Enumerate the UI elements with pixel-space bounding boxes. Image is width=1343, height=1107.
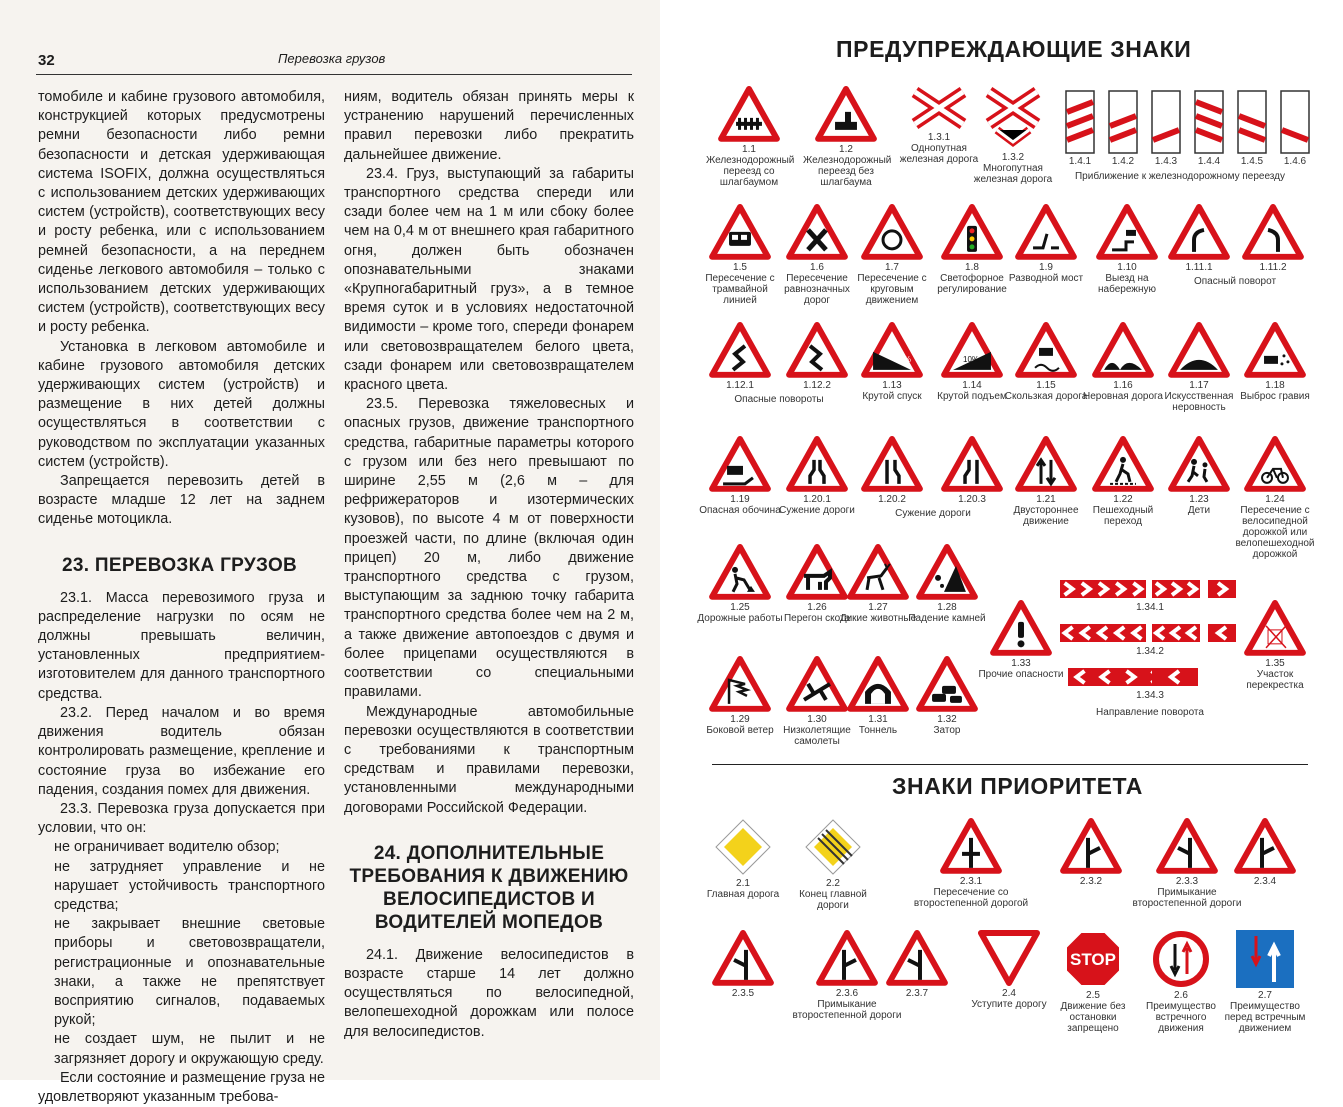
sign-name: Сужение дороги [779,504,855,516]
sign-code: 1.26 [807,601,827,613]
two-way-icon [1003,436,1089,492]
warning-sign-1-4-2 [1103,90,1143,167]
sign-name: Крутой спуск [862,390,922,402]
priority-over-icon [1222,930,1308,988]
chevron-icon [1068,668,1118,691]
sign-name: Железнодорожный переезд без шлагбаума [803,154,892,188]
sign-code: 1.5 [733,261,747,273]
section-heading: 24. ДОПОЛНИТЕЛЬНЫЕ ТРЕБОВАНИЯ К ДВИЖЕНИЮ ВЕЛОСИПЕДИСТОВ И ВОДИТЕЛЕЙ МОПЕДОВ [349,842,629,933]
priority-sign-2-6 [1138,930,1224,1034]
sign-code: 1.20.3 [958,493,986,505]
sign-code: 2.3.5 [731,987,755,999]
warning-sign-1-16 [1080,322,1166,402]
chevron-icon [1208,580,1236,603]
sign-code: 1.10 [1117,261,1137,273]
roadworks-icon [697,544,783,600]
sign-name: Преимущество перед встречным движением [1224,1001,1306,1034]
sign-code: 1.4.4 [1197,156,1221,167]
warning-sign-1-4-3 [1146,90,1186,167]
sign-code: 1.12.1 [726,379,754,391]
paragraph: Международные автомобильные перевозки осуществляются в соответствии с требованиями к транспортным средствам и правилами перевозки, установленными международными договорами Российской Федерации. [344,703,634,816]
warning-sign-1-18 [1232,322,1318,402]
sign-code: 1.4.5 [1240,156,1264,167]
sign-name: Пересечение со второстепенной дорогой [913,886,1029,909]
curves-caption: Опасный поворот [1193,276,1277,287]
sign-name: Затор [933,724,961,736]
minor-right2-icon [1222,818,1308,874]
warning-sign-1-35 [1232,600,1318,691]
sign-code: 1.24 [1265,493,1285,505]
warning-sign-1-19 [697,436,783,516]
sign-name: Уступите дорогу [971,999,1047,1010]
warning-sign-1-4-4 [1189,90,1229,167]
sign-code: 2.1 [736,878,750,889]
sign-name: Главная дорога [706,889,780,900]
shoulder-icon [697,436,783,492]
sign-name: Опасная обочина [699,504,781,516]
sign-code: 2.6 [1174,990,1188,1001]
bumpy-icon [1080,322,1166,378]
narrow-both-icon [774,436,860,492]
chevron-icon [1060,580,1146,603]
svg-text:STOP: STOP [1070,950,1116,969]
priority-signs-title: ЗНАКИ ПРИОРИТЕТА [892,773,1143,799]
page-number: 32 [38,52,55,69]
sign-code: 1.28 [937,601,957,613]
paragraph: ниям, водитель обязан принять меры к устранению нарушений перечисленных правил перевозки либо прекратить дальнейшее движение. [344,89,634,163]
curve-left-icon [1230,204,1316,260]
sign-name: Пешеходный переход [1092,504,1154,527]
paragraph: Запрещается перевозить детей в возрасте младше 12 лет на заднем сиденье мотоцикла. [38,473,325,528]
children-icon [1156,436,1242,492]
sign-name: Движение без остановки запрещено [1060,1001,1126,1034]
sign-name: Крутой подъем [937,390,1007,402]
sign-name: Выброс гравия [1240,390,1310,402]
sign-code: 2.7 [1258,990,1272,1001]
warning-sign-1-20-2 [849,436,935,505]
sign-code: 1.9 [1039,261,1053,273]
sign-name: Пересечение равнозначных дорог [784,272,850,306]
paragraph: не создает шум, не пылит и не загрязняет дорогу и окружающую среду. [54,1031,325,1067]
sign-name: Конец главной дороги [799,889,867,911]
priority-sign-2-3-7 [874,930,960,999]
sign-code: 1.16 [1113,379,1133,391]
paragraph: 23.4. Груз, выступающий за габариты транспортного средства спереди или сзади более чем на 1 м или сбоку более чем на 0,4 м от внешнего края габаритного огня, должен быть обозначен опознавательными знаками «Крупногабаритный груз», а в темное время суток и в условиях недостаточной видимости – кроме того, спереди фонарем или световозвращателем белого цвета, сзади фонарем или световозвращателем красного цвета. [344,165,634,394]
tram-icon [697,204,783,260]
text-column-1 [38,88,325,1107]
sign-name: Прочие опасности [978,668,1064,680]
bicycle-icon [1232,436,1318,492]
x-icon [774,204,860,260]
sign-code: 2.3.3 [1175,875,1199,887]
warning-sign-1-25 [697,544,783,624]
sign-code: 1.4.3 [1154,156,1178,167]
gravel-icon [1232,322,1318,378]
double-curve-left-icon [774,322,860,378]
sign-code: 1.22 [1113,493,1133,505]
oncoming-priority-icon [1138,930,1224,988]
sign-name: Дети [1187,504,1211,516]
minor-left3-icon [874,930,960,986]
sign-code: 1.23 [1189,493,1209,505]
sign-name: Скользкая дорога [1004,390,1088,402]
pedestrian-icon [1080,436,1166,492]
priority-sign-2-3-4 [1222,818,1308,887]
chevron-icon [1060,624,1146,647]
sign-code: 1.27 [868,601,888,613]
sign-code: 2.3.7 [905,987,929,999]
sign-code: 1.25 [730,601,750,613]
direction-sign-code: 1.34.3 [1136,690,1164,701]
sign-code: 1.19 [730,493,750,505]
sign-name: Однопутная железная дорога [899,143,979,165]
chevron-icon [1152,624,1200,647]
warning-sign-1-12-2 [774,322,860,391]
junction-area-icon [1232,600,1318,656]
warning-sign-1-12-1 [697,322,783,391]
paragraph: Установка в легковом автомобиле и кабине грузового автомобиля детских удерживающих систем (устройств) и размещение в них детей должны осуществляться в соответствии с руководством по эксплуатации указанных систем (устройств). [38,338,325,470]
sign-code: 1.4.2 [1111,156,1135,167]
sign-code: 1.13 [882,379,902,391]
minor-left2-icon [700,930,786,986]
sign-name: Светофорное регулирование [937,272,1007,295]
sign-name: Двустороннее движение [1013,504,1079,527]
descent-icon [849,322,935,378]
narrowing-caption: Сужение дороги [895,508,971,519]
sign-code: 1.11.1 [1185,261,1213,273]
sign-code: 1.12.2 [803,379,831,391]
sign-code: 2.2 [826,878,840,889]
sign-code: 2.3.1 [959,875,983,887]
sign-name: Железнодорожный переезд со шлагбаумом [706,154,795,188]
chevron-icon [1152,580,1200,603]
sign-code: 1.11.2 [1259,261,1287,273]
sign-name: Выезд на набережную [1098,272,1156,295]
direction-sign-code: 1.34.2 [1136,646,1164,657]
sign-code: 1.21 [1036,493,1056,505]
warning-sign-1-20-1 [774,436,860,516]
sign-code: 1.8 [965,261,979,273]
warning-sign-1-5 [697,204,783,306]
svg-text:12%: 12% [894,354,911,364]
sign-code: 1.15 [1036,379,1056,391]
sign-name: Пересечение с велосипедной дорожкой или велопешеходной дорожкой [1235,504,1315,560]
warning-sign-1-6 [774,204,860,306]
sign-code: 1.20.1 [803,493,831,505]
bridge-icon [1003,204,1089,260]
slippery-icon [1003,322,1089,378]
warning-sign-1-4-5 [1232,90,1272,167]
paragraph: 23.5. Перевозка тяжеловесных и опасных грузов, движение транспортного средства, габаритные параметры которого с грузом или без него превышают по ширине 2,55 м (2,6 м – для рефрижераторов и изотермических кузовов), по высоте 4 м от поверхности проезжей части, по длине (включая один прицеп) 20 м, либо движение транспортного средства с грузом, выступающим за заднюю точку габарита транспортного средства более чем на 2 м, а также движение автопоездов с двумя и более прицепами осуществляются в соответствии со специальными правилами. [344,396,634,701]
priority-sign-2-1 [700,818,786,900]
sign-code: 2.4 [1002,988,1016,999]
warning-sign-1-4-6 [1275,90,1315,167]
sign-name: Многопутная железная дорога [973,163,1053,185]
rail-post-icon [1232,90,1272,154]
priority-sign-2-7 [1222,930,1308,1034]
sign-name: Тоннель [858,724,898,736]
rail-post-icon [1060,90,1100,154]
warning-sign-1-7 [849,204,935,306]
sign-code: 1.4.1 [1068,156,1092,167]
stop-icon [1050,930,1136,988]
sign-name: Низколетящие самолеты [783,724,851,747]
priority-sign-2-2 [790,818,876,911]
exclamation-icon [978,600,1064,656]
section-heading: 23. ПЕРЕВОЗКА ГРУЗОВ [62,554,298,576]
sign-code: 1.33 [1011,657,1031,669]
sign-name: Падение камней [908,612,986,624]
warning-sign-1-13 [849,322,935,402]
warning-sign-1-33 [978,600,1064,680]
priority-sign-2-5 [1050,930,1136,1034]
left-page [0,0,660,1105]
double-curves-caption: Опасные повороты [734,394,824,405]
sign-name: Дорожные работы [697,612,783,624]
sign-code: 1.2 [839,143,853,155]
warning-sign-1-21 [1003,436,1089,527]
sign-name: Перегон скота [783,612,851,624]
header-rule [36,74,632,75]
warning-signs-title: ПРЕДУПРЕЖДАЮЩИЕ ЗНАКИ [836,36,1192,62]
rail-post-icon [1275,90,1315,154]
sign-name: Примыкание второстепенной дороги [1132,886,1242,909]
warning-sign-1-15 [1003,322,1089,402]
sign-code: 2.3.6 [835,987,859,999]
svg-text:10%: 10% [963,354,979,364]
paragraph: не ограничивает водителю обзор; [54,839,280,856]
sign-code: 1.14 [962,379,982,391]
section-divider [712,764,1308,765]
warning-sign-1-22 [1080,436,1166,527]
sign-name: Пересечение с круговым движением [857,272,927,306]
sign-name: Примыкание второстепенной дороги [792,998,902,1021]
sign-code: 1.3.2 [1001,152,1025,163]
sign-code: 2.3.2 [1079,875,1103,887]
sign-code: 1.35 [1265,657,1285,669]
sign-name: Неровная дорога [1082,390,1163,402]
paragraph: 23.3. Перевозка груза допускается при условии, что он: [38,800,325,837]
yield-icon [966,930,1052,986]
paragraph: не закрывает внешние световые приборы и световозвращатели, регистрационные и опознавательные знаки, а также не препятствует восприятию сигналов, подаваемых рукой; [54,916,325,1029]
priority-sign-2-3-1 [906,818,1036,909]
chevron-icon [1152,668,1198,691]
sign-code: 1.32 [937,713,957,725]
warning-sign-1-4-1 [1060,90,1100,167]
paragraph: томобиле и кабине грузового автомобиля, конструкцией которых предусмотрены ремни безопасности либо ремни безопасности и детская удерживающая система ISOFIX, должна осуществляться с использованием детских удерживающих систем (устройств), соответствующих весу и росту ребенка, или с использованием ремней безопасности, а на переднем сиденье легкового автомобиля – только с использованием детских удерживающих систем (устройств), соответствующих весу и росту ребенка. [38,89,325,336]
sign-code: 1.17 [1189,379,1209,391]
warning-sign-1-24 [1232,436,1318,560]
rail-posts-caption: Приближение к железнодорожному переезду [1074,171,1286,182]
double-curve-icon [697,322,783,378]
priority-sign-2-4 [966,930,1052,1010]
sign-code: 1.30 [807,713,827,725]
sign-code: 1.1 [742,143,756,155]
sign-name: Участок перекрестка [1246,668,1304,691]
crossing-minor-icon [906,818,1036,874]
sign-code: 1.6 [810,261,824,273]
priority-sign-2-3-5 [700,930,786,999]
rail-post-icon [1189,90,1229,154]
sign-name: Пересечение с трамвайной линией [705,272,775,306]
end-main-road-icon [790,818,876,876]
main-road-icon [700,818,786,876]
chevron-icon [1208,624,1236,647]
paragraph: не затрудняет управление и не нарушает устойчивость транспортного средства; [54,858,325,913]
narrow-right-icon [849,436,935,492]
sign-code: 1.20.2 [878,493,906,505]
warning-sign-1-23 [1156,436,1242,516]
rocks-icon [904,544,990,600]
direction-caption: Направление поворота [1096,707,1204,718]
sign-code: 1.31 [868,713,888,725]
barrier-icon [706,86,792,142]
speed-bump-icon [1156,322,1242,378]
sign-code: 1.7 [885,261,899,273]
warning-sign-1-3-2 [970,86,1056,185]
sign-code: 1.29 [730,713,750,725]
sign-name: Боковой ветер [706,724,774,736]
warning-sign-1-1 [706,86,795,188]
sign-code: 1.18 [1265,379,1285,391]
paragraph: Если состояние и размещение груза не удовлетворяют указанным требова- [38,1069,325,1105]
rail-post-icon [1103,90,1143,154]
running-head: Перевозка грузов [278,51,386,66]
train-icon [803,86,889,142]
roundabout-icon [849,204,935,260]
paragraph: 24.1. Движение велосипедистов в возрасте старше 14 лет должно осуществляться по велосипедной, велопешеходной дорожкам или полосе для велосипедистов. [344,946,634,1040]
warning-sign-1-17 [1156,322,1242,413]
double-cross-icon [970,86,1056,150]
sign-code: 2.3.4 [1253,875,1277,887]
warning-sign-1-2 [803,86,892,188]
sign-code: 1.4.6 [1283,156,1307,167]
sign-name: Разводной мост [1008,272,1084,284]
warning-sign-1-29 [697,656,783,736]
paragraph: 23.2. Перед началом и во время движения водитель обязан контролировать размещение, крепление и состояние груза во избежание его падения, создания помех для движения. [38,704,325,798]
sign-name: Искусственная неровность [1164,390,1234,413]
rail-post-icon [1146,90,1186,154]
warning-sign-1-9 [1003,204,1089,284]
warning-sign-1-11-2 [1230,204,1316,273]
sign-code: 1.3.1 [927,132,951,143]
wind-icon [697,656,783,712]
paragraph: 23.1. Масса перевозимого груза и распределение нагрузки по осям не должны превышать величин, установленных предприятием-изготовителем для данного транспортного средства. [38,589,325,702]
direction-sign-code: 1.34.1 [1136,602,1164,613]
text-column-2 [344,88,634,1042]
sign-name: Дикие животные [839,612,917,624]
sign-code: 2.5 [1086,990,1100,1001]
sign-name: Преимущество встречного движения [1146,1001,1216,1034]
